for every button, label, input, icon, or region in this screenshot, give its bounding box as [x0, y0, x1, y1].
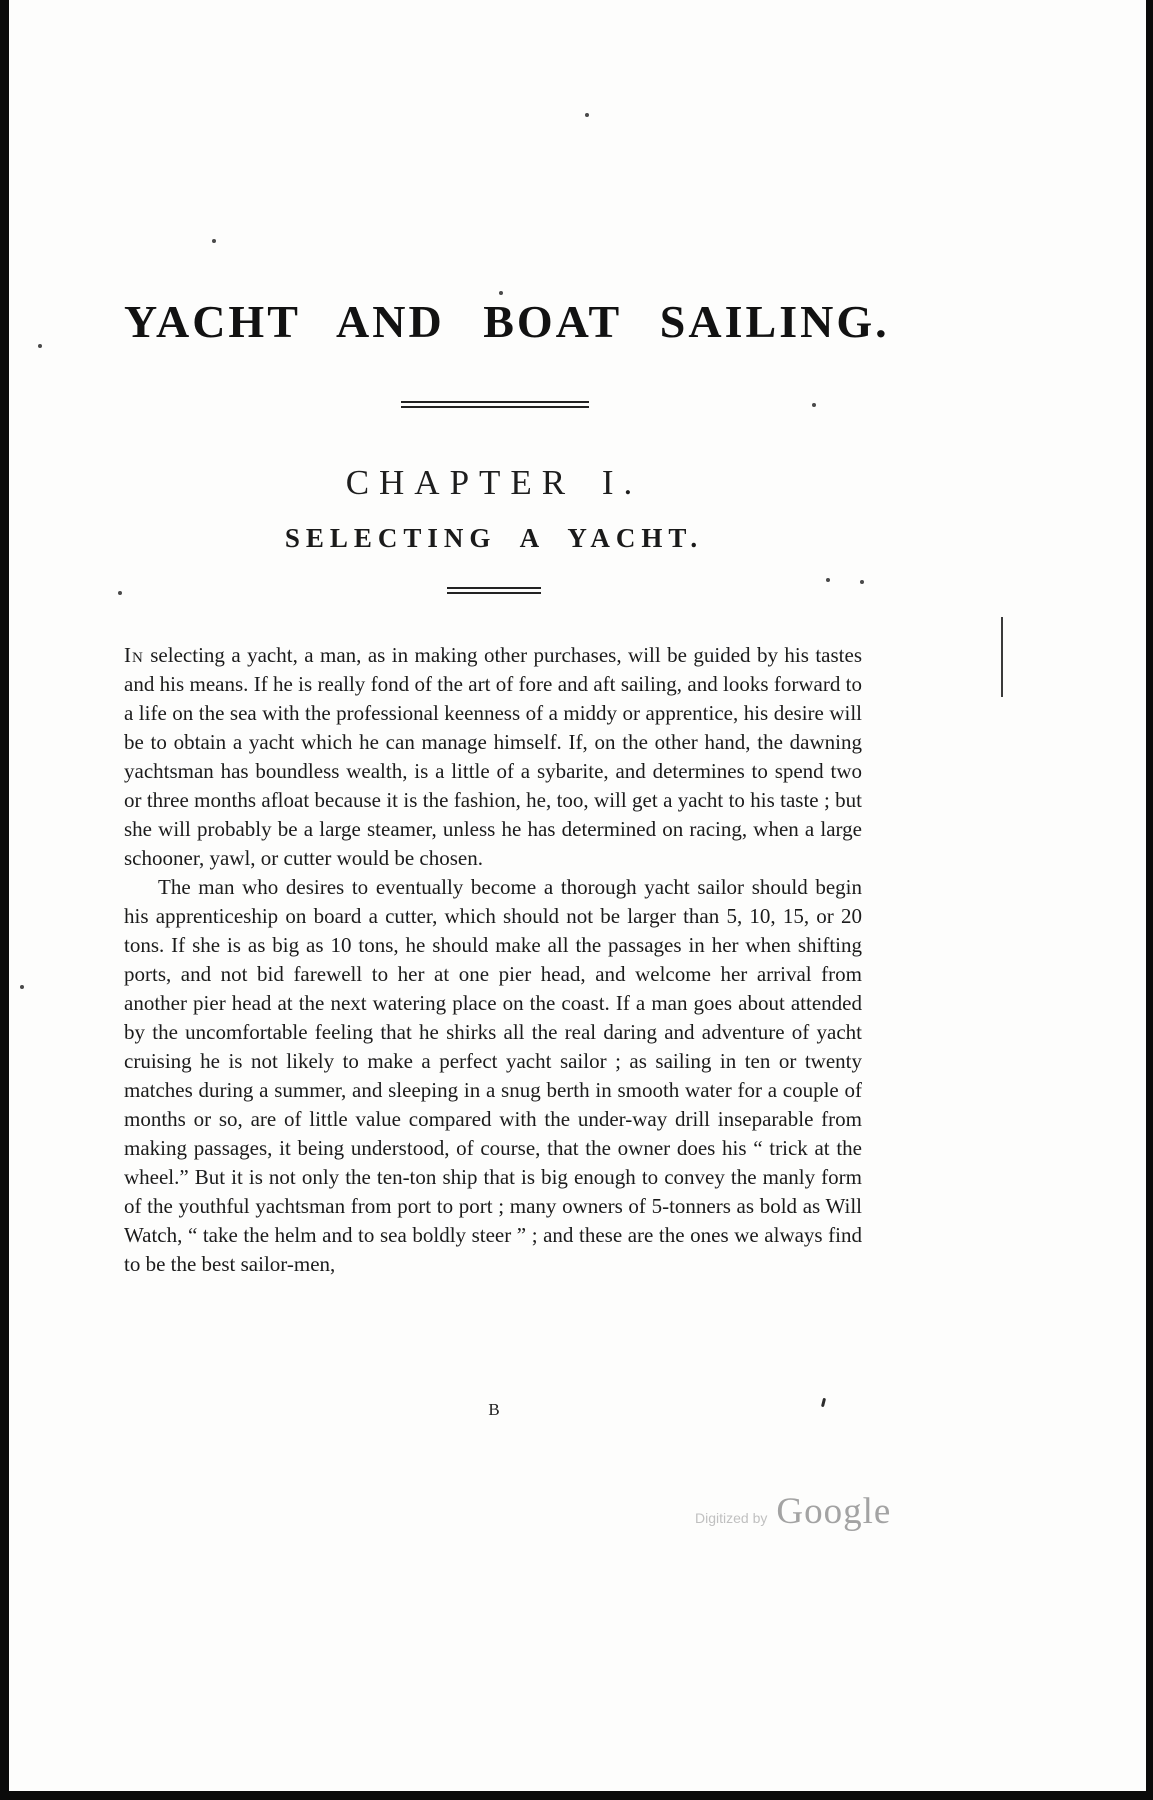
scan-edge-right — [1146, 0, 1153, 1800]
scan-speck — [812, 403, 816, 407]
double-rule-divider-small — [447, 587, 541, 594]
scan-speck — [118, 591, 122, 595]
section-heading: SELECTING A YACHT. — [284, 523, 704, 553]
lead-word: In — [124, 643, 144, 667]
scan-speck — [20, 985, 24, 989]
paragraph-1 — [124, 641, 862, 873]
scan-speck — [212, 239, 216, 243]
paragraph-1-text: selecting a yacht, a man, as in making other purchases, will be guided by his tastes and his means. If he is really fond of the art of fore and aft sailing, and looks forward to a life on the sea with the professional keenness of a middy or apprentice, his desire will be to obtain a yacht which he can manage himself. If, on the other hand, the dawning yachtsman has boundless wealth, is a little of a sybarite, and determines to spend two or three months afloat because it is the fashion, he, too, will get a yacht to his taste ; but she will probably be a large steamer, unless he has determined on racing, when a large schooner, yawl, or cutter would be chosen. — [124, 643, 862, 870]
page-signature: B — [488, 1400, 500, 1419]
paragraph-2: The man who desires to eventually become a thorough yacht sailor should begin his apprenticeship on board a cutter, which should not be larger than 5, 10, 15, or 20 tons. If she is as big as 10 tons, he should make all the passages in her when shifting ports, and not bid farewell to her at one pier head, and welcome her arrival from another pier head at the next watering place on the coast. If a man goes about attended by the uncomfortable feeling that he shirks all the real daring and adventure of yacht cruising he is not likely to make a perfect yacht sailor ; as sailing in ten or twenty matches during a summer, and sleeping in a snug berth in smooth water for a couple of months or so, are of little value compared with the under-way drill inseparable from making passages, it being understood, of course, that the owner does his “ trick at the wheel.” But it is not only the ten-ton ship that is big enough to convey the manly form of the youthful yachtsman from port to port ; many owners of 5-tonners as bold as Will Watch, “ take the helm and to sea boldly steer ” ; and these are the ones we always find to be the best sailor-men, — [124, 875, 862, 1276]
google-logo: Google — [776, 1491, 892, 1532]
book-title: YACHT AND BOAT SAILING. — [124, 296, 890, 347]
body-text — [124, 641, 862, 1279]
scan-artifact-line — [1001, 617, 1003, 697]
scan-speck — [860, 580, 864, 584]
google-watermark — [695, 1490, 891, 1533]
chapter-heading: CHAPTER I. — [345, 463, 643, 502]
scan-speck — [826, 578, 830, 582]
scan-speck — [585, 113, 589, 117]
digitized-by-label: Digitized by — [695, 1510, 768, 1526]
double-rule-divider — [401, 401, 589, 408]
scan-edge-bottom — [0, 1791, 1153, 1800]
scan-speck — [38, 344, 42, 348]
scan-edge-left — [0, 0, 9, 1800]
